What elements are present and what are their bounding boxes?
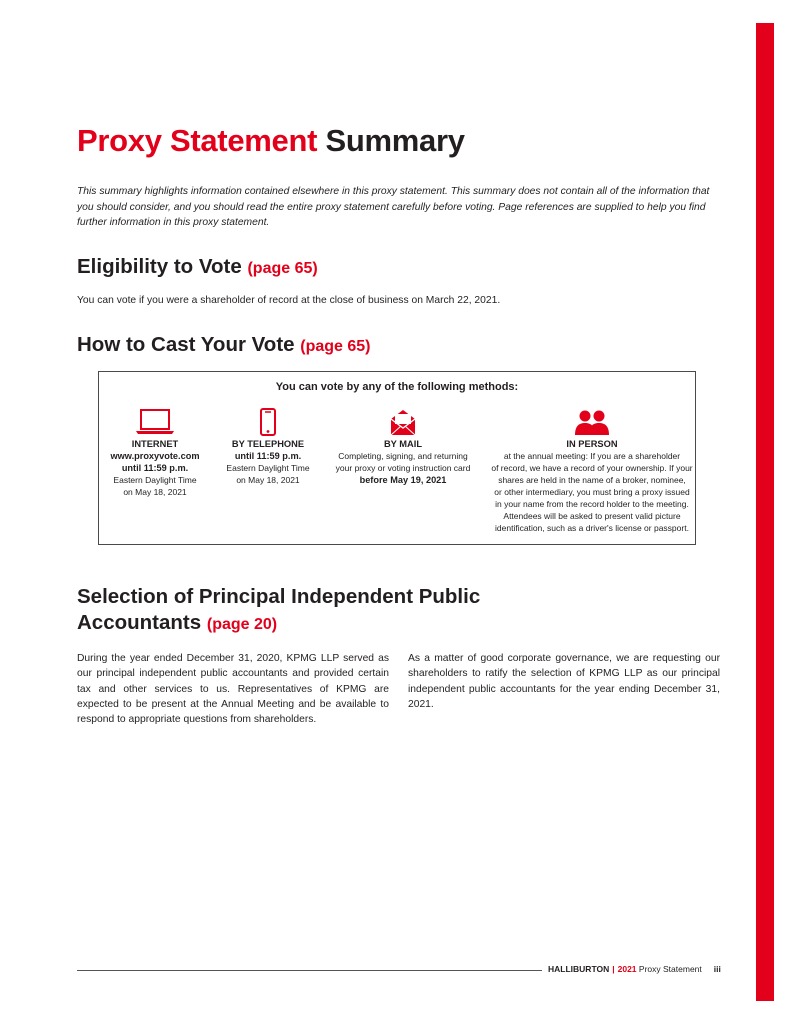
in-person-line: shares are held in the name of a broker, nominee, xyxy=(498,475,686,485)
voting-methods-heading: You can vote by any of the following methods: xyxy=(275,381,519,393)
voting-methods-box xyxy=(98,371,696,545)
mail-line-2: your proxy or voting instruction card xyxy=(335,463,471,473)
intro-paragraph: This summary highlights information contained elsewhere in this proxy statement. This summary does not contain all of the information that you should consider, and you should read the entire proxy statement carefully before voting. Page references are supplied to help you find further information in this proxy statement. xyxy=(77,186,710,228)
page-footer xyxy=(548,964,721,974)
method-in-person xyxy=(487,408,697,534)
in-person-line: at the annual meeting: If you are a shareholder xyxy=(503,451,681,461)
selection-heading xyxy=(77,584,637,638)
telephone-date: on May 18, 2021 xyxy=(236,475,300,485)
method-mail xyxy=(334,408,472,486)
accent-side-bar xyxy=(756,23,774,1001)
selection-column-right: As a matter of good corporate governance, we are requesting our shareholders to ratify the selection of KPMG LLP as our principal independent public accountants for the year ending December 31, 2021. xyxy=(408,653,720,710)
people-icon xyxy=(570,408,614,436)
internet-date: on May 18, 2021 xyxy=(123,487,187,497)
footer-rule xyxy=(77,970,542,971)
mail-line-1: Completing, signing, and returning xyxy=(338,451,468,461)
footer-separator: | xyxy=(612,964,615,974)
in-person-line: or other intermediary, you must bring a proxy issued xyxy=(494,487,690,497)
selection-page-ref: (page 20) xyxy=(206,616,278,633)
method-telephone xyxy=(216,408,320,486)
footer-company: HALLIBURTON xyxy=(548,964,610,974)
internet-url: www.proxyvote.com xyxy=(110,451,200,461)
mail-deadline: before May 19, 2021 xyxy=(359,475,447,485)
page-title xyxy=(77,123,465,159)
in-person-line: in your name from the record holder to the meeting. xyxy=(495,499,689,509)
selection-heading-line-1: Selection of Principal Independent Public xyxy=(77,585,481,608)
internet-timezone: Eastern Daylight Time xyxy=(113,475,197,485)
telephone-deadline: until 11:59 p.m. xyxy=(234,451,302,461)
in-person-line: Attendees will be asked to present valid picture xyxy=(503,511,681,521)
cast-vote-heading-text: How to Cast Your Vote xyxy=(77,333,295,356)
cast-vote-page-ref: (page 65) xyxy=(300,338,371,355)
footer-page-number: iii xyxy=(713,964,721,974)
page-title-red: Proxy Statement xyxy=(77,123,318,158)
telephone-label: BY TELEPHONE xyxy=(231,439,305,449)
internet-label: INTERNET xyxy=(131,439,179,449)
method-internet xyxy=(105,408,205,498)
in-person-line: of record, we have a record of your ownership. If your xyxy=(491,463,693,473)
footer-doc: Proxy Statement xyxy=(638,964,702,974)
selection-column-left: During the year ended December 31, 2020, KPMG LLP served as our principal independent public accountants and provided certain tax and other services to us. Representatives of KPMG are expected to be present at the Annual Meeting and be available to respond to appropriate questions from shareholders. xyxy=(77,653,389,726)
mail-label: BY MAIL xyxy=(383,439,423,449)
in-person-label: IN PERSON xyxy=(566,439,618,449)
telephone-timezone: Eastern Daylight Time xyxy=(226,463,310,473)
cast-vote-heading xyxy=(77,332,371,360)
envelope-icon xyxy=(381,408,425,436)
footer-year: 2021 xyxy=(617,964,637,974)
eligibility-heading xyxy=(77,254,318,282)
eligibility-page-ref: (page 65) xyxy=(247,260,318,277)
smartphone-icon xyxy=(246,408,290,436)
eligibility-text: You can vote if you were a shareholder of record at the close of business on March 22, 2021. xyxy=(77,295,501,306)
internet-deadline: until 11:59 p.m. xyxy=(121,463,189,473)
selection-heading-line-2: Accountants xyxy=(77,611,202,634)
laptop-icon xyxy=(133,408,177,436)
eligibility-heading-text: Eligibility to Vote xyxy=(77,255,242,278)
in-person-line: identification, such as a driver's license or passport. xyxy=(495,523,689,533)
page-title-black: Summary xyxy=(325,123,465,158)
